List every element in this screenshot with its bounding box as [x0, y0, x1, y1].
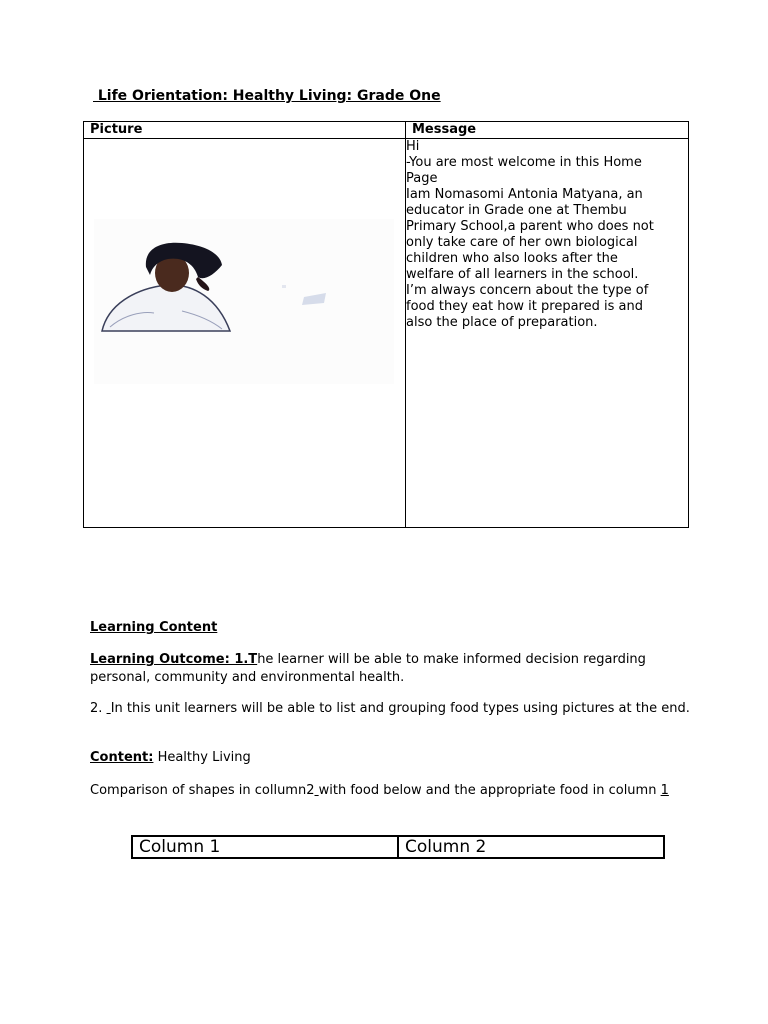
message-line: Hi — [406, 139, 420, 154]
learning-outcome-paragraph — [90, 651, 690, 687]
message-line: only take care of her own biological — [406, 235, 638, 250]
message-line: also the place of preparation. — [406, 315, 598, 330]
point-two-text: In this unit learners will be able to list and grouping food types using pictures at the end. — [110, 701, 690, 716]
picture-header: Picture — [84, 122, 406, 139]
column-1-header: Column 1 — [132, 836, 398, 858]
comparison-text: Comparison of shapes in collumn2 — [90, 783, 315, 798]
picture-cell — [84, 139, 406, 528]
message-line: educator in Grade one at Thembu — [406, 203, 627, 218]
learning-content-heading: Learning Content — [90, 620, 218, 635]
message-line: -You are most welcome in this Home — [406, 155, 642, 170]
educator-photo — [94, 219, 394, 384]
document-title: Life Orientation: Healthy Living: Grade One — [93, 88, 441, 104]
message-line: Page — [406, 171, 438, 186]
learning-outcome-text: he learner will be able to make informed decision regarding personal, community and environmental health. — [90, 652, 646, 685]
message-line: children who also looks after the — [406, 251, 618, 266]
intro-table — [83, 121, 689, 528]
message-line: welfare of all learners in the school. — [406, 267, 639, 282]
message-header: Message — [406, 122, 689, 139]
message-line: Primary School,a parent who does not — [406, 219, 654, 234]
point-two-prefix: 2. — [90, 701, 107, 716]
comparison-paragraph — [90, 781, 680, 801]
point-two-paragraph — [90, 700, 690, 718]
content-text: Healthy Living — [153, 750, 251, 765]
content-label: Content: — [90, 750, 154, 765]
comparison-number: 1 — [660, 783, 669, 798]
message-line: I’m always concern about the type of — [406, 283, 649, 298]
comparison-text-2: with food below and the appropriate food in column — [318, 783, 661, 798]
column-2-header: Column 2 — [398, 836, 664, 858]
learning-outcome-label: Learning Outcome: 1.T — [90, 652, 258, 667]
message-line: food they eat how it prepared is and — [406, 299, 643, 314]
content-paragraph — [90, 749, 690, 767]
message-line: Iam Nomasomi Antonia Matyana, an — [406, 187, 643, 202]
message-cell — [406, 139, 689, 528]
columns-table — [131, 835, 665, 859]
